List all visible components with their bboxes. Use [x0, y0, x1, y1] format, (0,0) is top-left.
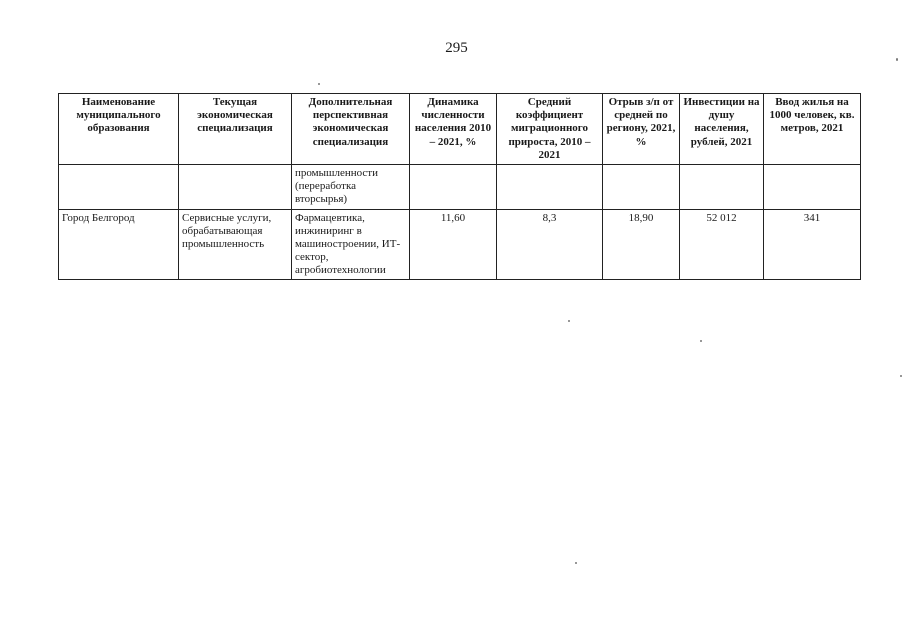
table-cell: [410, 164, 497, 209]
scan-speck: [568, 320, 570, 322]
header-current-specialization: Текущая экономическая специализация: [179, 94, 292, 165]
header-migration-coefficient: Средний коэффициент миграционного прироста, 2010 – 2021: [497, 94, 603, 165]
table-cell-investment-per-capita: 52 012: [680, 209, 764, 280]
scan-speck: [900, 375, 902, 377]
scan-speck: [575, 562, 577, 564]
scan-speck: [896, 58, 898, 61]
table-cell-prospective-specialization: Фармацевтика, инжиниринг в машиностроении, ИТ-сектор, агробиотехнологии: [292, 209, 410, 280]
table-cell: [764, 164, 861, 209]
table-row: [59, 209, 861, 280]
table-cell: промышленности (переработка вторсырья): [292, 164, 410, 209]
table-cell-population-dynamics: 11,60: [410, 209, 497, 280]
header-investment-per-capita: Инвестиции на душу населения, рублей, 2021: [680, 94, 764, 165]
header-housing-per-1000: Ввод жилья на 1000 человек, кв. метров, 2021: [764, 94, 861, 165]
table-cell: [680, 164, 764, 209]
table-cell-migration-coefficient: 8,3: [497, 209, 603, 280]
table-cell: [59, 164, 179, 209]
table-cell-current-specialization: Сервисные услуги, обрабатывающая промышленность: [179, 209, 292, 280]
scan-speck: [318, 83, 320, 85]
header-municipality: Наименование муниципального образования: [59, 94, 179, 165]
table-header-row: [59, 94, 861, 165]
table-cell-housing-per-1000: 341: [764, 209, 861, 280]
data-table: [58, 93, 861, 280]
table-cell: [497, 164, 603, 209]
table-cell: [179, 164, 292, 209]
table-cell: [603, 164, 680, 209]
header-salary-gap: Отрыв з/п от средней по региону, 2021, %: [603, 94, 680, 165]
scan-speck: [700, 340, 702, 342]
page-number: 295: [445, 40, 468, 56]
header-prospective-specialization: Дополнительная перспективная экономическая специализация: [292, 94, 410, 165]
header-population-dynamics: Динамика численности населения 2010 – 2021, %: [410, 94, 497, 165]
table-row: [59, 164, 861, 209]
table-cell-municipality: Город Белгород: [59, 209, 179, 280]
table-cell-salary-gap: 18,90: [603, 209, 680, 280]
